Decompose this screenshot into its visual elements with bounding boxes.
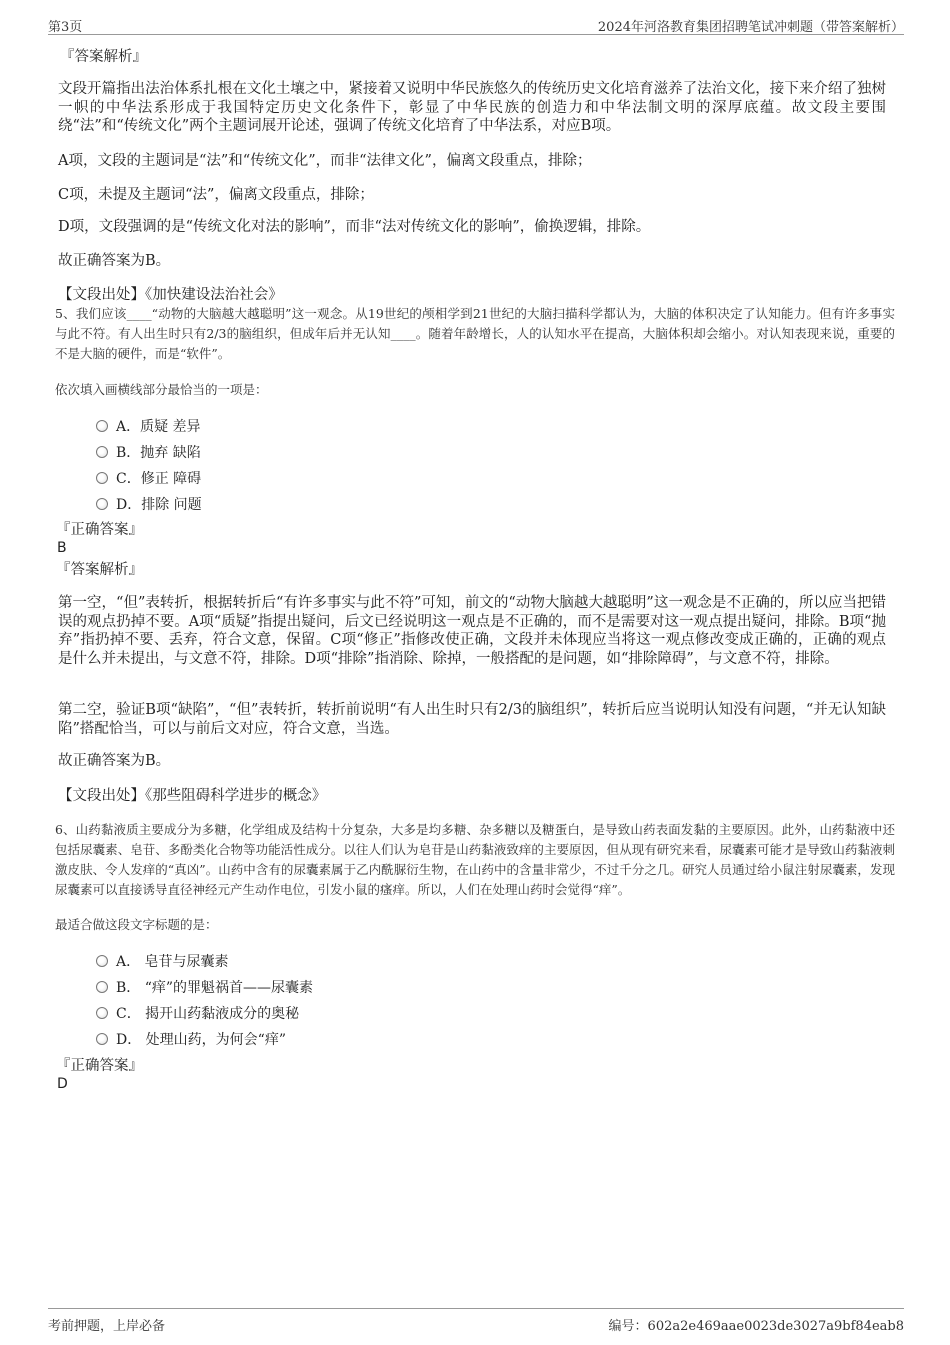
page-number: 第3页 <box>48 20 83 35</box>
q5-source: 【文段出处】《那些阻碍科学进步的概念》 <box>58 788 327 804</box>
q4-analysis-option-a: A项，文段的主题词是“法”和“传统文化”，而非“法律文化”，偏离文段重点，排除； <box>58 153 592 169</box>
q6-option-c[interactable]: C． 揭开山药黏液成分的奥秘 <box>96 1003 299 1023</box>
q5-option-c[interactable]: C．修正 障碍 <box>96 468 201 488</box>
q4-analysis-paragraph: 文段开篇指出法治体系扎根在文化土壤之中，紧接着又说明中华民族悠久的传统历史文化培育滋养了法治文化，接下来介绍了独树一帜的中华法系形成于我国特定历史文化条件下，彰显了中华民族的创造力和中华法制文明的深厚底蕴。故文段主要围绕“法”和“传统文化”两个主题词展开论述，强调了传统文化培育了中华法系，对应B项。 <box>58 81 886 134</box>
radio-icon[interactable] <box>96 955 108 967</box>
document-code: 编号：602a2e469aae0023de3027a9bf84eab8 <box>608 1319 904 1334</box>
radio-icon[interactable] <box>96 446 108 458</box>
q5-option-b[interactable]: B．抛弃 缺陷 <box>96 442 201 462</box>
q6-answer: D <box>57 1076 68 1092</box>
page-header <box>48 14 904 35</box>
q4-analysis-label: 『答案解析』 <box>60 49 147 65</box>
document-title: 2024年河洛教育集团招聘笔试冲刺题（带答案解析） <box>597 20 904 35</box>
radio-icon[interactable] <box>96 1033 108 1045</box>
q5-analysis-paragraph-2: 第二空，验证B项“缺陷”，“但”表转折，转折前说明“有人出生时只有2/3的脑组织”，转折后应当说明认知没有问题，“并无认知缺陷”搭配恰当，可以与前后文对应，符合文意，当选。 <box>58 702 886 737</box>
q6-answer-label: 『正确答案』 <box>56 1058 143 1074</box>
page-footer <box>48 1308 904 1335</box>
radio-icon[interactable] <box>96 981 108 993</box>
q5-analysis-paragraph-1: 第一空，“但”表转折，根据转折后“有许多事实与此不符”可知，前文的“动物大脑越大越聪明”这一观念是不正确的，所以应当把错误的观点扔掉不要。A项“质疑”指提出疑问，后文已经说明这一观点是不正确的，而不是需要对这一观点提出疑问，排除。B项“抛弃”指扔掉不要、丢弃，符合文意，保留。C项“修正”指修改使正确，文段并未体现应当将这一观点修改变成正确的，正确的观点是什么并未提出，与文意不符，排除。D项“排除”指消除、除掉，一般搭配的是问题，如“排除障碍”，与文意不符，排除。 <box>58 595 886 667</box>
q4-analysis-option-d: D项，文段强调的是“传统文化对法的影响”，而非“法对传统文化的影响”，偷换逻辑，排除。 <box>58 219 651 235</box>
q4-source: 【文段出处】《加快建设法治社会》 <box>58 287 283 303</box>
q5-answer-label: 『正确答案』 <box>56 522 143 538</box>
radio-icon[interactable] <box>96 420 108 432</box>
q4-analysis-option-c: C项，未提及主题词“法”，偏离文段重点，排除； <box>58 187 374 203</box>
q5-prompt: 依次填入画横线部分最恰当的一项是： <box>55 382 268 397</box>
radio-icon[interactable] <box>96 472 108 484</box>
radio-icon[interactable] <box>96 1007 108 1019</box>
q6-option-b[interactable]: B． “痒”的罪魁祸首——尿囊素 <box>96 977 313 997</box>
q5-option-d[interactable]: D．排除 问题 <box>96 494 202 514</box>
q5-conclusion: 故正确答案为B。 <box>58 753 171 769</box>
q6-prompt: 最适合做这段文字标题的是： <box>55 917 218 932</box>
q5-stem: 5、我们应该____“动物的大脑越大越聪明”这一观念。从19世纪的颅相学到21世纪的大脑扫描科学都认为，大脑的体积决定了认知能力。但有许多事实与此不符。有人出生时只有2/3的脑组织，但成年后并无认知____。随着年龄增长，人的认知水平在提高，大脑体积却会缩小。对认知表现来说，重要的不是大脑的硬件，而是“软件”。 <box>55 306 895 361</box>
q6-option-d[interactable]: D． 处理山药，为何会“痒” <box>96 1029 286 1049</box>
q5-option-a[interactable]: A．质疑 差异 <box>96 416 201 436</box>
q5-analysis-label: 『答案解析』 <box>56 562 143 578</box>
q4-conclusion: 故正确答案为B。 <box>58 253 171 269</box>
radio-icon[interactable] <box>96 498 108 510</box>
q5-answer: B <box>57 540 67 556</box>
q6-option-a[interactable]: A． 皂苷与尿囊素 <box>96 951 229 971</box>
q6-stem: 6、山药黏液质主要成分为多糖，化学组成及结构十分复杂，大多是均多糖、杂多糖以及糖蛋白，是导致山药表面发黏的主要原因。此外，山药黏液中还包括尿囊素、皂苷、多酚类化合物等功能活性成分。以往人们认为皂苷是山药黏液致痒的主要原因，但从现有研究来看，尿囊素可能才是导致山药黏液刺激皮肤、令人发痒的“真凶”。山药中含有的尿囊素属于乙内酰脲衍生物，在山药中的含量非常少，不过千分之几。研究人员通过给小鼠注射尿囊素，发现尿囊素可以直接诱导直径神经元产生动作电位，引发小鼠的瘙痒。所以，人们在处理山药时会觉得“痒”。 <box>55 822 895 897</box>
footer-slogan: 考前押题，上岸必备 <box>48 1319 166 1334</box>
